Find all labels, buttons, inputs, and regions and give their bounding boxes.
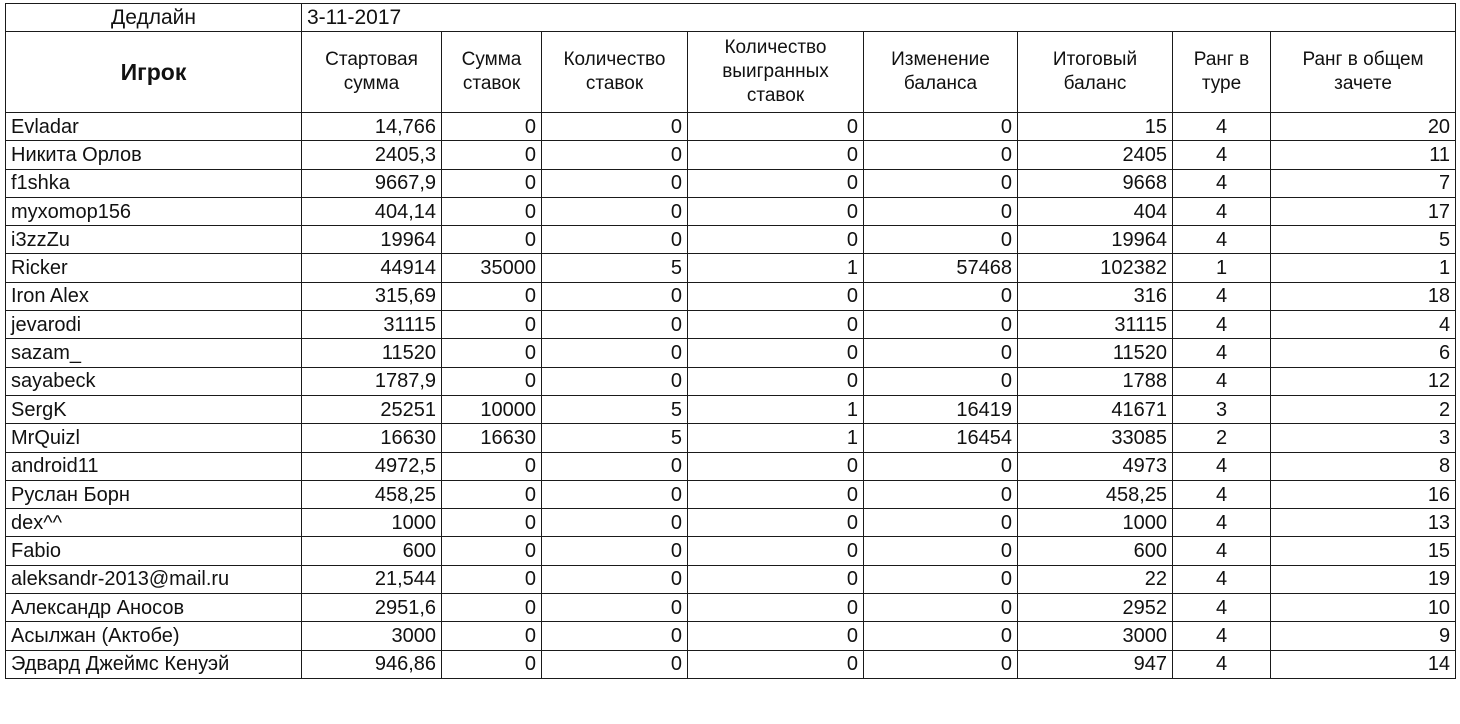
balance-change-cell: 0 bbox=[864, 113, 1018, 141]
table-row bbox=[6, 565, 1456, 593]
final-balance-cell: 9668 bbox=[1018, 169, 1173, 197]
tour-rank-cell: 1 bbox=[1173, 254, 1271, 282]
overall-rank-cell: 12 bbox=[1271, 367, 1456, 395]
bets-sum-cell: 0 bbox=[442, 480, 542, 508]
bets-sum-cell: 0 bbox=[442, 565, 542, 593]
player-cell: Fabio bbox=[6, 537, 302, 565]
table-row bbox=[6, 311, 1456, 339]
bets-sum-cell: 0 bbox=[442, 141, 542, 169]
bets-count-cell: 5 bbox=[542, 395, 688, 423]
start-sum-cell: 44914 bbox=[302, 254, 442, 282]
start-sum-cell: 9667,9 bbox=[302, 169, 442, 197]
player-cell: f1shka bbox=[6, 169, 302, 197]
start-sum-cell: 31115 bbox=[302, 311, 442, 339]
column-header-balance-change: Изменение баланса bbox=[864, 32, 1018, 113]
overall-rank-cell: 13 bbox=[1271, 509, 1456, 537]
bets-count-cell: 0 bbox=[542, 169, 688, 197]
tour-rank-cell: 4 bbox=[1173, 367, 1271, 395]
overall-rank-cell: 16 bbox=[1271, 480, 1456, 508]
tour-rank-cell: 2 bbox=[1173, 424, 1271, 452]
won-bets-cell: 0 bbox=[688, 197, 864, 225]
overall-rank-cell: 5 bbox=[1271, 226, 1456, 254]
won-bets-cell: 0 bbox=[688, 537, 864, 565]
table-row bbox=[6, 480, 1456, 508]
final-balance-cell: 2405 bbox=[1018, 141, 1173, 169]
final-balance-cell: 404 bbox=[1018, 197, 1173, 225]
overall-rank-cell: 17 bbox=[1271, 197, 1456, 225]
bets-sum-cell: 0 bbox=[442, 282, 542, 310]
start-sum-cell: 3000 bbox=[302, 622, 442, 650]
table-row bbox=[6, 226, 1456, 254]
start-sum-cell: 25251 bbox=[302, 395, 442, 423]
tour-rank-cell: 4 bbox=[1173, 226, 1271, 254]
balance-change-cell: 0 bbox=[864, 226, 1018, 254]
start-sum-cell: 946,86 bbox=[302, 650, 442, 678]
bets-count-cell: 0 bbox=[542, 537, 688, 565]
bets-count-cell: 0 bbox=[542, 226, 688, 254]
header-row bbox=[6, 32, 1456, 113]
balance-change-cell: 16454 bbox=[864, 424, 1018, 452]
bets-sum-cell: 0 bbox=[442, 311, 542, 339]
won-bets-cell: 0 bbox=[688, 509, 864, 537]
bets-count-cell: 0 bbox=[542, 311, 688, 339]
tour-rank-cell: 4 bbox=[1173, 594, 1271, 622]
balance-change-cell: 0 bbox=[864, 650, 1018, 678]
final-balance-cell: 102382 bbox=[1018, 254, 1173, 282]
player-cell: Асылжан (Актобе) bbox=[6, 622, 302, 650]
final-balance-cell: 600 bbox=[1018, 537, 1173, 565]
player-cell: Никита Орлов bbox=[6, 141, 302, 169]
won-bets-cell: 0 bbox=[688, 311, 864, 339]
results-table bbox=[5, 3, 1456, 679]
won-bets-cell: 0 bbox=[688, 565, 864, 593]
won-bets-cell: 0 bbox=[688, 169, 864, 197]
player-cell: i3zzZu bbox=[6, 226, 302, 254]
final-balance-cell: 2952 bbox=[1018, 594, 1173, 622]
tour-rank-cell: 4 bbox=[1173, 197, 1271, 225]
player-cell: SergK bbox=[6, 395, 302, 423]
overall-rank-cell: 19 bbox=[1271, 565, 1456, 593]
start-sum-cell: 315,69 bbox=[302, 282, 442, 310]
table-row bbox=[6, 452, 1456, 480]
overall-rank-cell: 18 bbox=[1271, 282, 1456, 310]
overall-rank-cell: 6 bbox=[1271, 339, 1456, 367]
player-cell: MrQuizl bbox=[6, 424, 302, 452]
tour-rank-cell: 3 bbox=[1173, 395, 1271, 423]
final-balance-cell: 11520 bbox=[1018, 339, 1173, 367]
deadline-row bbox=[6, 4, 1456, 32]
final-balance-cell: 458,25 bbox=[1018, 480, 1173, 508]
final-balance-cell: 19964 bbox=[1018, 226, 1173, 254]
player-cell: sazam_ bbox=[6, 339, 302, 367]
tour-rank-cell: 4 bbox=[1173, 565, 1271, 593]
column-header-overall-rank: Ранг в общем зачете bbox=[1271, 32, 1456, 113]
table-row bbox=[6, 169, 1456, 197]
tour-rank-cell: 4 bbox=[1173, 141, 1271, 169]
table-row bbox=[6, 339, 1456, 367]
tour-rank-cell: 4 bbox=[1173, 509, 1271, 537]
bets-sum-cell: 0 bbox=[442, 226, 542, 254]
results-sheet bbox=[5, 3, 1456, 679]
final-balance-cell: 22 bbox=[1018, 565, 1173, 593]
player-cell: Эдвард Джеймс Кенуэй bbox=[6, 650, 302, 678]
won-bets-cell: 0 bbox=[688, 282, 864, 310]
overall-rank-cell: 7 bbox=[1271, 169, 1456, 197]
player-cell: Iron Alex bbox=[6, 282, 302, 310]
balance-change-cell: 0 bbox=[864, 480, 1018, 508]
balance-change-cell: 0 bbox=[864, 622, 1018, 650]
start-sum-cell: 2405,3 bbox=[302, 141, 442, 169]
overall-rank-cell: 10 bbox=[1271, 594, 1456, 622]
won-bets-cell: 0 bbox=[688, 367, 864, 395]
start-sum-cell: 1000 bbox=[302, 509, 442, 537]
tour-rank-cell: 4 bbox=[1173, 452, 1271, 480]
tour-rank-cell: 4 bbox=[1173, 650, 1271, 678]
column-header-bets-sum: Сумма ставок bbox=[442, 32, 542, 113]
column-header-player: Игрок bbox=[6, 32, 302, 113]
balance-change-cell: 0 bbox=[864, 141, 1018, 169]
table-row bbox=[6, 113, 1456, 141]
table-row bbox=[6, 537, 1456, 565]
overall-rank-cell: 3 bbox=[1271, 424, 1456, 452]
bets-count-cell: 0 bbox=[542, 509, 688, 537]
deadline-label: Дедлайн bbox=[6, 4, 302, 32]
start-sum-cell: 600 bbox=[302, 537, 442, 565]
tour-rank-cell: 4 bbox=[1173, 480, 1271, 508]
bets-sum-cell: 0 bbox=[442, 622, 542, 650]
final-balance-cell: 1000 bbox=[1018, 509, 1173, 537]
bets-sum-cell: 0 bbox=[442, 339, 542, 367]
overall-rank-cell: 9 bbox=[1271, 622, 1456, 650]
won-bets-cell: 0 bbox=[688, 650, 864, 678]
final-balance-cell: 3000 bbox=[1018, 622, 1173, 650]
final-balance-cell: 41671 bbox=[1018, 395, 1173, 423]
table-row bbox=[6, 367, 1456, 395]
tour-rank-cell: 4 bbox=[1173, 282, 1271, 310]
bets-count-cell: 0 bbox=[542, 594, 688, 622]
balance-change-cell: 0 bbox=[864, 169, 1018, 197]
bets-sum-cell: 0 bbox=[442, 452, 542, 480]
bets-count-cell: 0 bbox=[542, 282, 688, 310]
start-sum-cell: 2951,6 bbox=[302, 594, 442, 622]
table-row bbox=[6, 509, 1456, 537]
balance-change-cell: 0 bbox=[864, 282, 1018, 310]
balance-change-cell: 0 bbox=[864, 311, 1018, 339]
tour-rank-cell: 4 bbox=[1173, 113, 1271, 141]
tour-rank-cell: 4 bbox=[1173, 537, 1271, 565]
bets-count-cell: 0 bbox=[542, 339, 688, 367]
balance-change-cell: 0 bbox=[864, 452, 1018, 480]
bets-count-cell: 5 bbox=[542, 254, 688, 282]
bets-count-cell: 0 bbox=[542, 565, 688, 593]
bets-count-cell: 0 bbox=[542, 141, 688, 169]
tour-rank-cell: 4 bbox=[1173, 311, 1271, 339]
player-cell: Evladar bbox=[6, 113, 302, 141]
table-row bbox=[6, 141, 1456, 169]
player-cell: sayabeck bbox=[6, 367, 302, 395]
final-balance-cell: 33085 bbox=[1018, 424, 1173, 452]
table-row bbox=[6, 282, 1456, 310]
table-row bbox=[6, 424, 1456, 452]
table-row bbox=[6, 594, 1456, 622]
won-bets-cell: 0 bbox=[688, 622, 864, 650]
overall-rank-cell: 1 bbox=[1271, 254, 1456, 282]
balance-change-cell: 16419 bbox=[864, 395, 1018, 423]
table-row bbox=[6, 254, 1456, 282]
column-header-tour-rank: Ранг в туре bbox=[1173, 32, 1271, 113]
column-header-final-balance: Итоговый баланс bbox=[1018, 32, 1173, 113]
player-cell: aleksandr-2013@mail.ru bbox=[6, 565, 302, 593]
bets-count-cell: 0 bbox=[542, 480, 688, 508]
start-sum-cell: 11520 bbox=[302, 339, 442, 367]
table-row bbox=[6, 650, 1456, 678]
won-bets-cell: 1 bbox=[688, 395, 864, 423]
balance-change-cell: 57468 bbox=[864, 254, 1018, 282]
final-balance-cell: 4973 bbox=[1018, 452, 1173, 480]
player-cell: Ricker bbox=[6, 254, 302, 282]
table-row bbox=[6, 197, 1456, 225]
overall-rank-cell: 8 bbox=[1271, 452, 1456, 480]
balance-change-cell: 0 bbox=[864, 565, 1018, 593]
start-sum-cell: 16630 bbox=[302, 424, 442, 452]
bets-sum-cell: 35000 bbox=[442, 254, 542, 282]
start-sum-cell: 458,25 bbox=[302, 480, 442, 508]
column-header-bets-count: Количество ставок bbox=[542, 32, 688, 113]
overall-rank-cell: 14 bbox=[1271, 650, 1456, 678]
bets-sum-cell: 0 bbox=[442, 594, 542, 622]
balance-change-cell: 0 bbox=[864, 509, 1018, 537]
bets-count-cell: 0 bbox=[542, 367, 688, 395]
won-bets-cell: 0 bbox=[688, 452, 864, 480]
bets-sum-cell: 0 bbox=[442, 650, 542, 678]
final-balance-cell: 316 bbox=[1018, 282, 1173, 310]
won-bets-cell: 0 bbox=[688, 226, 864, 254]
bets-sum-cell: 0 bbox=[442, 197, 542, 225]
tour-rank-cell: 4 bbox=[1173, 622, 1271, 650]
tour-rank-cell: 4 bbox=[1173, 169, 1271, 197]
tour-rank-cell: 4 bbox=[1173, 339, 1271, 367]
deadline-date: 3-11-2017 bbox=[302, 4, 1456, 32]
bets-sum-cell: 0 bbox=[442, 169, 542, 197]
bets-count-cell: 5 bbox=[542, 424, 688, 452]
start-sum-cell: 404,14 bbox=[302, 197, 442, 225]
bets-count-cell: 0 bbox=[542, 197, 688, 225]
table-row bbox=[6, 622, 1456, 650]
start-sum-cell: 1787,9 bbox=[302, 367, 442, 395]
won-bets-cell: 0 bbox=[688, 113, 864, 141]
start-sum-cell: 19964 bbox=[302, 226, 442, 254]
overall-rank-cell: 4 bbox=[1271, 311, 1456, 339]
won-bets-cell: 1 bbox=[688, 254, 864, 282]
overall-rank-cell: 2 bbox=[1271, 395, 1456, 423]
balance-change-cell: 0 bbox=[864, 367, 1018, 395]
player-cell: dex^^ bbox=[6, 509, 302, 537]
player-cell: myxomop156 bbox=[6, 197, 302, 225]
bets-sum-cell: 10000 bbox=[442, 395, 542, 423]
player-cell: android11 bbox=[6, 452, 302, 480]
won-bets-cell: 0 bbox=[688, 141, 864, 169]
start-sum-cell: 21,544 bbox=[302, 565, 442, 593]
final-balance-cell: 947 bbox=[1018, 650, 1173, 678]
start-sum-cell: 4972,5 bbox=[302, 452, 442, 480]
bets-count-cell: 0 bbox=[542, 113, 688, 141]
overall-rank-cell: 15 bbox=[1271, 537, 1456, 565]
balance-change-cell: 0 bbox=[864, 594, 1018, 622]
final-balance-cell: 15 bbox=[1018, 113, 1173, 141]
table-row bbox=[6, 395, 1456, 423]
player-cell: jevarodi bbox=[6, 311, 302, 339]
bets-count-cell: 0 bbox=[542, 452, 688, 480]
bets-sum-cell: 0 bbox=[442, 537, 542, 565]
overall-rank-cell: 20 bbox=[1271, 113, 1456, 141]
player-cell: Руслан Борн bbox=[6, 480, 302, 508]
start-sum-cell: 14,766 bbox=[302, 113, 442, 141]
bets-count-cell: 0 bbox=[542, 622, 688, 650]
table-body bbox=[6, 4, 1456, 679]
final-balance-cell: 1788 bbox=[1018, 367, 1173, 395]
bets-count-cell: 0 bbox=[542, 650, 688, 678]
won-bets-cell: 0 bbox=[688, 594, 864, 622]
overall-rank-cell: 11 bbox=[1271, 141, 1456, 169]
balance-change-cell: 0 bbox=[864, 537, 1018, 565]
balance-change-cell: 0 bbox=[864, 197, 1018, 225]
bets-sum-cell: 0 bbox=[442, 113, 542, 141]
player-cell: Александр Аносов bbox=[6, 594, 302, 622]
final-balance-cell: 31115 bbox=[1018, 311, 1173, 339]
column-header-won-bets: Количество выигранных ставок bbox=[688, 32, 864, 113]
column-header-start-sum: Стартовая сумма bbox=[302, 32, 442, 113]
bets-sum-cell: 0 bbox=[442, 367, 542, 395]
bets-sum-cell: 0 bbox=[442, 509, 542, 537]
won-bets-cell: 0 bbox=[688, 480, 864, 508]
bets-sum-cell: 16630 bbox=[442, 424, 542, 452]
won-bets-cell: 1 bbox=[688, 424, 864, 452]
balance-change-cell: 0 bbox=[864, 339, 1018, 367]
won-bets-cell: 0 bbox=[688, 339, 864, 367]
